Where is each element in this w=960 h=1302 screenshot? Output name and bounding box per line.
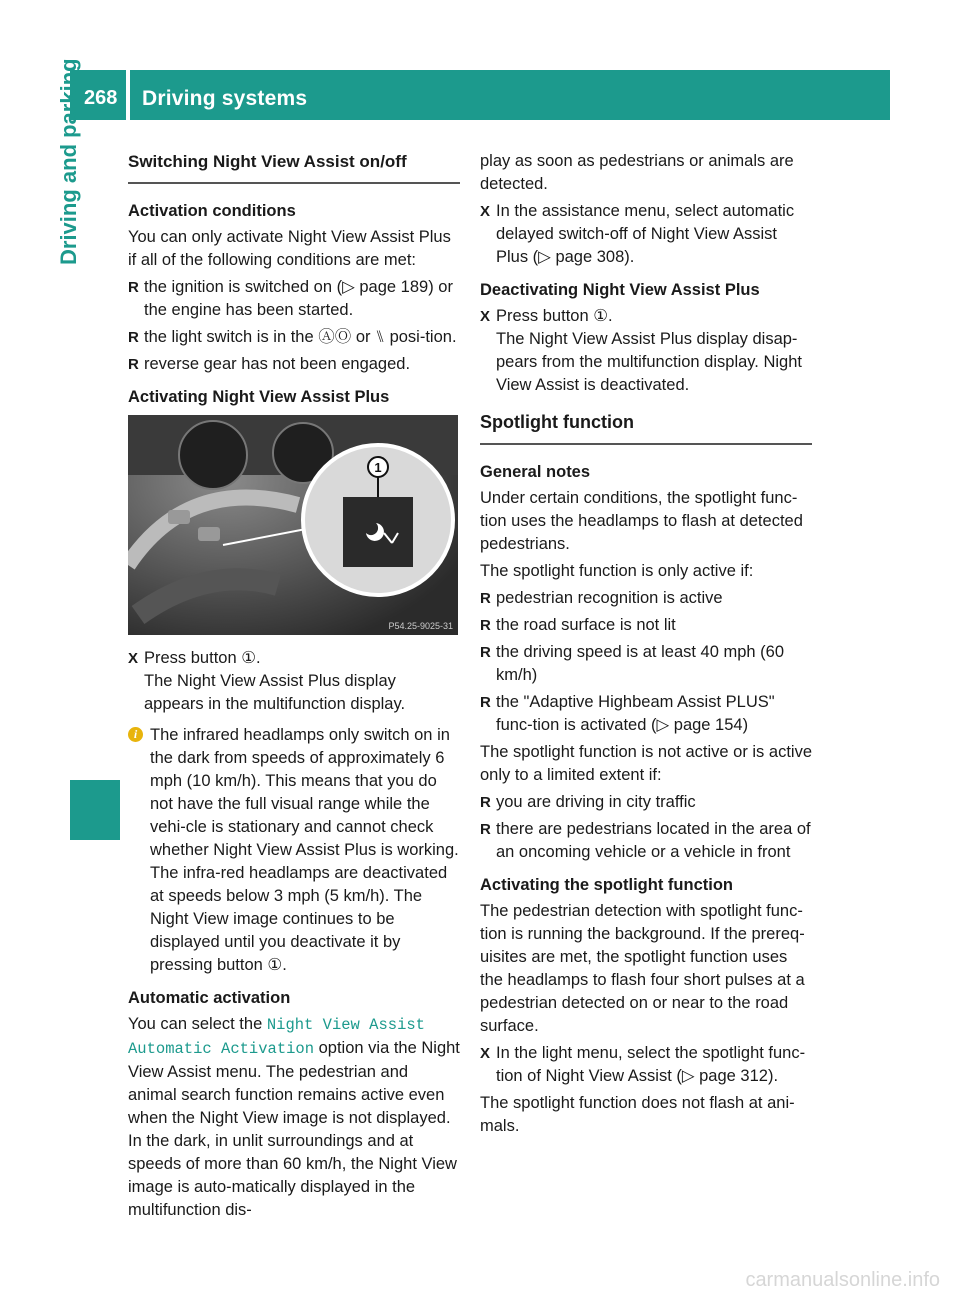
press-button-step [128,647,460,716]
image-reference: P54.25-9025-31 [388,621,453,631]
general-notes-heading: General notes [480,463,591,481]
limited-condition-item: R there are pedestrians located in the area of an oncoming vehicle or a vehicle in front [480,818,812,864]
info-icon: i [128,727,143,742]
callout-number: 1 [374,460,382,475]
section-title-spotlight: Spotlight function [480,411,812,445]
activating-spotlight-text: The pedestrian detection with spotlight func-tion is running the background. If the prereq-uisites are met, the spotlight function uses the headlamps to flash four short pulses at a pedestrian detected on or near to the road surface. [480,902,805,1035]
right-column [480,150,812,1142]
section-title-switching: Switching Night View Assist on/off [128,150,460,184]
press-button-step-text: Press button ①. [144,649,261,667]
page-number: 268 [84,87,118,109]
condition-item: R the ignition is switched on (▷ page 189) or the engine has been started. [128,276,460,322]
menu-item-night-view-assist: Night View Assist [266,1016,425,1034]
deactivating-heading: Deactivating Night View Assist Plus [480,281,760,299]
deactivate-step [480,305,812,397]
deactivate-result: The Night View Assist Plus display disap-pears from the multifunction display. Night View Assist is deactivated. [496,330,802,394]
assist-menu-step: X In the assistance menu, select automatic delayed switch-off of Night View Assist Plus (▷ page 308). [480,200,812,269]
automatic-activation-heading: Automatic activation [128,989,291,1007]
activating-heading: Activating Night View Assist Plus [128,388,390,406]
activating-spotlight-heading: Activating the spotlight function [480,876,733,894]
active-condition-item: R the driving speed is at least 40 mph (60 km/h) [480,641,812,687]
menu-item-automatic-activation: Automatic Activation [128,1040,315,1058]
chapter-title: Driving systems [142,87,308,110]
condition-item: R reverse gear has not been engaged. [128,353,460,376]
automatic-activation-text [128,1013,460,1222]
info-note [128,724,460,977]
limited-condition-item: R you are driving in city traffic [480,791,812,814]
page-header [70,70,890,120]
condition-item: R the light switch is in the ⒶⓄ or ⑊ posi-tion. [128,326,460,349]
activation-conditions-intro: You can only activate Night View Assist Plus if all of the following conditions are met: [128,228,451,269]
only-active-if-text: The spotlight function is only active if: [480,562,754,580]
info-note-text: The infrared headlamps only switch on in the dark from speeds of approximately 6 mph (10 km/h). This means that you do not have the full visual range while the vehi-cle is stationary and cannot check whether Night View Assist Plus is working. The infra-red headlamps are deactivated at speeds below 3 mph (5 km/h). The Night View image continues to be displayed until you deactivate it by pressing button ①. [150,726,459,974]
activation-conditions-heading: Activation conditions [128,202,296,220]
header-divider [126,70,130,120]
watermark: carmanualsonline.info [745,1269,940,1291]
active-condition-item: R the road surface is not lit [480,614,812,637]
side-chapter-text: Driving and parking [56,58,81,265]
active-condition-item: R pedestrian recognition is active [480,587,812,610]
no-flash-animals-text: The spotlight function does not flash at ani-mals. [480,1094,795,1135]
press-button-result: The Night View Assist Plus display appears in the multifunction display. [144,672,406,713]
night-view-button-photo [128,415,458,635]
general-notes-text: Under certain conditions, the spotlight func-tion uses the headlamps to flash at detected pedestrians. [480,489,803,553]
side-chapter-tab [70,780,120,840]
light-menu-step: X In the light menu, select the spotlight func-tion of Night View Assist (▷ page 312). [480,1042,812,1088]
continued-text: play as soon as pedestrians or animals are detected. [480,152,794,193]
deactivate-step-text: Press button ①. [496,307,613,325]
auto-text-part1: You can select the [128,1015,263,1033]
active-condition-item: R the "Adaptive Highbeam Assist PLUS" func-tion is activated (▷ page 154) [480,691,812,737]
auto-text-part2: option via the Night View Assist menu. The pedestrian and animal search function remains active even when the Night View image is not displayed. In the dark, in unlit surroundings and at speeds of more than 60 km/h, the Night View image is auto-matically displayed in the multifunction dis- [128,1039,460,1219]
left-column [128,150,460,1226]
limited-intro-text: The spotlight function is not active or is active only to a limited extent if: [480,743,812,784]
